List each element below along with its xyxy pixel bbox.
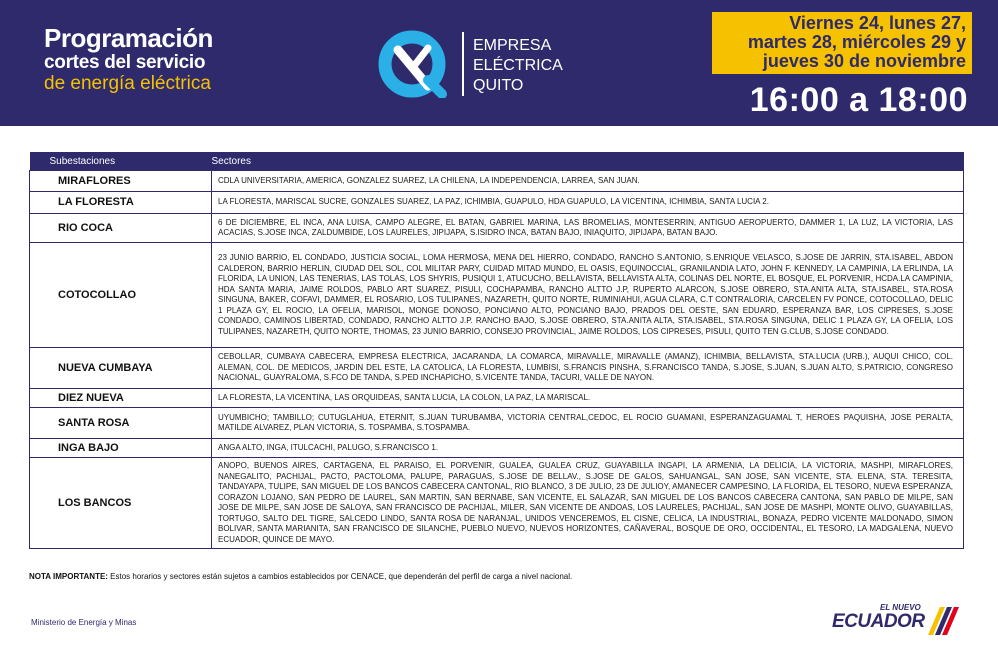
station-name: DIEZ NUEVA [30,389,212,408]
sectors-list: CEBOLLAR, CUMBAYA CABECERA, EMPRESA ELECTRICA, JACARANDA, LA COMARCA, MIRAVALLE, MIRAVALLE (AMANZ), ICHIMBIA, BELLAVISTA, STA.LUCIA (URB.), AUQUI CHICO, COL. ALEMAN, COL. DE MEDICOS, JARDIN DEL ESTE, LA CATOLICA, LA FLORESTA, LUMBISI, S.FRANCIS PINSHA, S.FRANCISCO TANDA, S.JOSE, S.JUAN, S.JUAN ALTO, S.PATRICIO, CONGRESO NACIONAL, GUAYRALOMA, S.FCO DE TANDA, S.PED INCHAPICHO, S.VICENTE TANDA, TACURI, VALLE DE NAYON. [212,348,964,389]
title-line-1: Programación [44,23,213,53]
header-stations: Subestaciones [30,152,212,171]
schedule-table [29,152,964,549]
dates-line-3: jueves 30 de noviembre [762,51,966,71]
note-label: NOTA IMPORTANTE: [29,572,108,581]
sectors-list: ANOPO, BUENOS AIRES, CARTAGENA, EL PARAISO, EL PORVENIR, GUALEA, GUALEA CRUZ, GUAYABILLA INGAPI, LA ARMENIA, LA DELICIA, LA VICTORIA, MASHPI, MIRAFLORES, NANEGALITO, PACHIJAL, PACTO, PACTOLOMA, PALUPE, PARAGUAS, S.JOSE DE BELLAV., S.JOSE DE GALOS, SAHUANGAL, SAN JOSE, SAN VICENTE, STA. ELENA, STA. TERESITA, TANDAYAPA, TULIPE, SAN MIGUEL DE LOS BANCOS CABECERA CANTONAL, RIO BLANCO, 3 DE JULIO, 23 DE JULIOY, AMANECER CAMPESINO, LA FLORIDA, EL TESORO, NUEVA ESPERANZA, CORAZON LOJANO, SAN PEDRO DE LAUREL, SAN MARTIN, SAN BERNABE, SAN VICENTE, EL SALAZAR, SAN MIGUEL DE LOS BANCOS CABECERA CANTONA, SAN PABLO DE MILPE, SAN JOSE DE MILPE, SAN JOSE DE SALOYA, SAN FRANCISCO DE PACHIJAL, MILER, SAN VICENTE DE ANDOAS, LOS LAURELES, PACHIJAL, SAN JOSE DE MASHPI, MONTE OLIVO, GUAYABILLAS, TORTUGO, SALTO DEL TIGRE, SALCEDO LINDO, SANTA ROSA DE NARANJAL, UNIDOS VENCEREMOS, EL CISNE, CELICA, LA INDUSTRIAL, BONAZA, PEDRO VICENTE MALDONADO, SIMON BOLIVAR, SANTA MARIANITA, SAN FRANCISCO DE SILANCHE, PUEBLO NUEVO, NUEVOS HORIZONTES, CAÑAVERAL, BOSQUE DE ORO, OCCIDENTAL, EL TESORO, LA MADGALENA, NUEVO ECUADOR, QUINCE DE MAYO. [212,458,964,549]
station-name: INGA BAJO [30,439,212,458]
station-name: COTOCOLLAO [30,243,212,348]
company-line-1: EMPRESA [473,37,552,54]
note-text: Estos horarios y sectores están sujetos a cambios establecidos por CENACE, que dependerán del perfil de carga a nivel nacional. [107,572,573,581]
company-name [473,36,563,96]
logo-separator [462,32,464,96]
table-row [30,192,964,214]
station-name: RIO COCA [30,214,212,243]
sectors-list: CDLA UNIVERSITARIA, AMERICA, GONZALEZ SUAREZ, LA CHILENA, LA INDEPENDENCIA, LARREA, SAN JUAN. [212,171,964,192]
header-banner [0,0,998,126]
station-name: NUEVA CUMBAYA [30,348,212,389]
dates-line-1: Viernes 24, lunes 27, [789,13,966,33]
sectors-list: LA FLORESTA, LA VICENTINA, LAS ORQUIDEAS, SANTA LUCIA, LA COLON, LA PAZ, LA MARISCAL. [212,389,964,408]
title-line-2: cortes del servicio [44,52,206,73]
table-row [30,214,964,243]
sectors-list: 6 DE DICIEMBRE, EL INCA, ANA LUISA, CAMPO ALEGRE, EL BATAN, GABRIEL MARINA, LAS BROMELIAS, MONTESERRIN, ANTIGUO AEROPUERTO, DAMMER 1, LA LUZ, LA VICTORIA, LAS ACACIAS, S.JOSE INCA, ZALDUMBIDE, LOS LAURELES, JIPIJAPA, S.ISIDRO INCA, BATAN BAJO, INIAQUITO, JIPIJAPA, BATAN BAJO. [212,214,964,243]
station-name: SANTA ROSA [30,408,212,439]
station-name: LA FLORESTA [30,192,212,214]
eeq-logo-icon [376,28,458,98]
table-row [30,243,964,348]
table-row [30,458,964,549]
dates-text [716,14,966,71]
dates-line-2: martes 28, miércoles 29 y [747,32,966,52]
station-name: MIRAFLORES [30,171,212,192]
ministry-label: Ministerio de Energía y Minas [31,618,137,627]
ecuador-logo [832,603,962,637]
sectors-list: UYUMBICHO; TAMBILLO; CUTUGLAHUA, ETERNIT, S.JUAN TURUBAMBA, VICTORIA CENTRAL,CEDOC, EL ROCIO GUAMANI, ESPERANZAGUAMAL T, HEROES PAQUISHA, JOSE PERALTA, MATILDE ALVAREZ, PLAN VICTORIA, S. TOSPAMBA, S.TOSPAMBA. [212,408,964,439]
table-row [30,348,964,389]
sectors-list: LA FLORESTA, MARISCAL SUCRE, GONZALES SUAREZ, LA PAZ, ICHIMBIA, GUAPULO, HDA GUAPULO, LA VICENTINA, ICHIMBIA, SANTA LUCIA 2. [212,192,964,214]
dates-box [712,12,972,74]
flag-stripes-icon [922,605,962,635]
table-header-row [30,152,964,171]
table-row [30,389,964,408]
table-row [30,439,964,458]
table-row [30,408,964,439]
sectors-list: ANGA ALTO, INGA, ITULCACHI, PALUGO, S.FRANCISCO 1. [212,439,964,458]
important-note [29,572,572,581]
title-line-3: de energía eléctrica [44,73,211,94]
ecuador-logo-big-text: ECUADOR [832,611,925,632]
sectors-list: 23 JUNIO BARRIO, EL CONDADO, JUSTICIA SOCIAL, LOMA HERMOSA, MENA DEL HIERRO, CONDADO, RANCHO S.ANTONIO, S.ENRIQUE VELASCO, S.JOSE DE JARRIN, STA.ISABEL, ABDON CALDERON, BARRIO HERLIN, CIUDAD DEL SOL, COL MILITAR PARY, CUIDAD MITAD MUNDO, EL OASIS, EQUINOCCIAL, GRANILANDIA LATO, JOHN F. KENNEDY, LA CAMPINIA, LA ERLINDA, LA FLORIDA, LA UNION, LAS TENERIAS, LAS TOLAS, LOS SHYRIS, PUSIQUI 1, ATUCUCHO, BELLAVISTA, BELLAVISTA ALTA, COLINAS DEL NORTE, EL BOSQUE, EL PORVENIR, HCDA.LA CAMPINIA, HDA SANTA MARIA, JAIME ROLDOS, PABLO ART SUAREZ, PISULI, COCHAPAMBA, RANCHO ALTTO J.P, RUPERTO ALARCON, S.JOSE OBRERO, STA.ANITA ALTA, STA.ISABEL, STA.ROSA SINGUNA, BAKER, COFAVI, DAMMER, EL ROSARIO, LOS TULIPANES, NAZARETH, QUITO NORTE, RUMINIAHUI, AGUA CLARA, C.T CONTRALORIA, CARCELEN FV PONCE, COTOCOLLAO, DELIC 1 PLAZA GY, EL ROCIO, LA OFELIA, MARISOL, MONGE DONOSO, PONCIANO ALTO, PONCIANO BAJO, PRADOS DEL OESTE, SAN EDUARD, ESPERANZA BAR, LOS CIPRESES, S.JOSE CONDADO, CAMINOS LIBERTAD, CONDADO, RANCHO ALTTO J.P. RANCHO BAJO, S.JOSE OBRERO, STA.ANITA ALTA, STA.ISABEL, STA.ROSA SINGUNA, DELIC 1 PLAZA GY, LA OFELIA, LOS TULIPANES, NAZARETH, QUITO NORTE, THOMAS, 23 JUNIO BARRIO, CONSEJO PROVINCIAL, JAIME ROLDOS, LOS CIPRESES, PISULI, QUITO TEN G.CLUB, S.JOSE CONDADO. [212,243,964,348]
page-title [44,24,244,94]
company-line-3: QUITO [473,77,524,94]
company-line-2: ELÉCTRICA [473,57,563,74]
table-row [30,171,964,192]
station-name: LOS BANCOS [30,458,212,549]
header-sectors: Sectores [212,152,964,171]
time-range: 16:00 a 18:00 [749,81,968,119]
ecuador-logo-small-text: EL NUEVO [880,603,921,612]
